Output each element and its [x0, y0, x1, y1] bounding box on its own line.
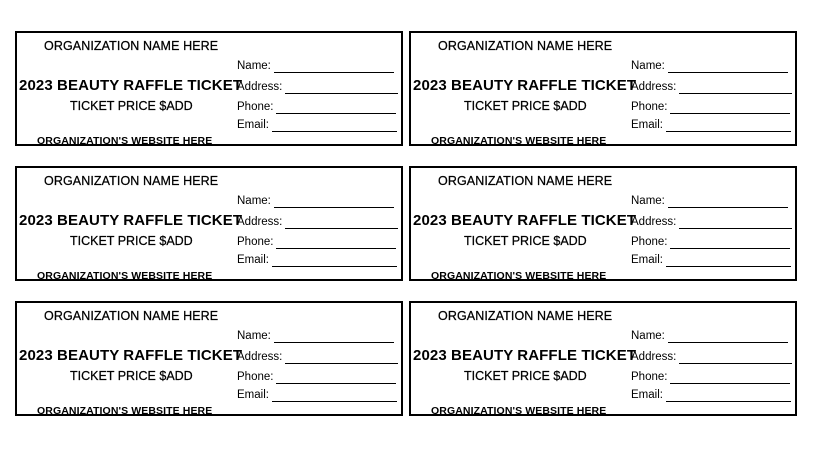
email-field [237, 118, 397, 132]
phone-label: Phone: [237, 371, 274, 383]
address-field [237, 215, 398, 229]
ticket-title: 2023 BEAUTY RAFFLE TICKET [413, 347, 637, 364]
phone-field [237, 370, 396, 384]
name-label: Name: [237, 330, 271, 342]
ticket-price: TICKET PRICE $ADD [70, 369, 193, 383]
organization-name: ORGANIZATION NAME HERE [44, 309, 219, 323]
address-line[interactable] [679, 351, 792, 364]
name-field [631, 194, 788, 208]
organization-name: ORGANIZATION NAME HERE [438, 309, 613, 323]
organization-website: ORGANIZATION'S WEBSITE HERE [431, 270, 607, 282]
phone-label: Phone: [631, 236, 668, 248]
organization-website: ORGANIZATION'S WEBSITE HERE [431, 135, 607, 147]
ticket-title: 2023 BEAUTY RAFFLE TICKET [19, 77, 243, 94]
name-field [631, 59, 788, 73]
name-line[interactable] [274, 195, 394, 208]
name-line[interactable] [274, 60, 394, 73]
address-field [631, 215, 792, 229]
phone-label: Phone: [631, 101, 668, 113]
email-field [237, 388, 397, 402]
ticket-title: 2023 BEAUTY RAFFLE TICKET [413, 212, 637, 229]
phone-field [237, 100, 396, 114]
address-line[interactable] [679, 81, 792, 94]
address-field [631, 350, 792, 364]
phone-field [237, 235, 396, 249]
phone-label: Phone: [237, 101, 274, 113]
email-line[interactable] [666, 389, 791, 402]
organization-website: ORGANIZATION'S WEBSITE HERE [37, 135, 213, 147]
ticket-title: 2023 BEAUTY RAFFLE TICKET [19, 212, 243, 229]
email-line[interactable] [666, 119, 791, 132]
raffle-ticket [15, 31, 403, 146]
ticket-title: 2023 BEAUTY RAFFLE TICKET [19, 347, 243, 364]
organization-website: ORGANIZATION'S WEBSITE HERE [37, 270, 213, 282]
name-label: Name: [237, 60, 271, 72]
name-field [237, 329, 394, 343]
ticket-price: TICKET PRICE $ADD [70, 99, 193, 113]
ticket-title: 2023 BEAUTY RAFFLE TICKET [413, 77, 637, 94]
ticket-price: TICKET PRICE $ADD [464, 234, 587, 248]
phone-line[interactable] [276, 236, 396, 249]
address-label: Address: [631, 351, 677, 363]
address-line[interactable] [285, 351, 398, 364]
name-line[interactable] [668, 60, 788, 73]
address-label: Address: [631, 81, 677, 93]
address-line[interactable] [285, 81, 398, 94]
organization-website: ORGANIZATION'S WEBSITE HERE [37, 405, 213, 417]
address-field [237, 350, 398, 364]
name-line[interactable] [668, 330, 788, 343]
organization-name: ORGANIZATION NAME HERE [44, 39, 219, 53]
email-line[interactable] [666, 254, 791, 267]
name-label: Name: [237, 195, 271, 207]
name-field [237, 59, 394, 73]
address-field [237, 80, 398, 94]
phone-line[interactable] [276, 101, 396, 114]
phone-field [631, 370, 790, 384]
name-label: Name: [631, 330, 665, 342]
address-label: Address: [631, 216, 677, 228]
organization-name: ORGANIZATION NAME HERE [44, 174, 219, 188]
raffle-ticket [15, 301, 403, 416]
raffle-ticket [15, 166, 403, 281]
name-line[interactable] [274, 330, 394, 343]
email-field [631, 253, 791, 267]
address-line[interactable] [679, 216, 792, 229]
raffle-ticket [409, 166, 797, 281]
email-label: Email: [237, 389, 269, 401]
phone-label: Phone: [631, 371, 668, 383]
email-line[interactable] [272, 389, 397, 402]
name-field [631, 329, 788, 343]
phone-field [631, 235, 790, 249]
name-label: Name: [631, 60, 665, 72]
phone-field [631, 100, 790, 114]
address-label: Address: [237, 81, 283, 93]
address-label: Address: [237, 351, 283, 363]
ticket-price: TICKET PRICE $ADD [464, 369, 587, 383]
name-line[interactable] [668, 195, 788, 208]
address-line[interactable] [285, 216, 398, 229]
email-field [631, 388, 791, 402]
email-field [237, 253, 397, 267]
email-label: Email: [631, 389, 663, 401]
address-field [631, 80, 792, 94]
name-field [237, 194, 394, 208]
ticket-price: TICKET PRICE $ADD [464, 99, 587, 113]
email-line[interactable] [272, 119, 397, 132]
phone-line[interactable] [670, 371, 790, 384]
organization-name: ORGANIZATION NAME HERE [438, 39, 613, 53]
phone-line[interactable] [670, 101, 790, 114]
address-label: Address: [237, 216, 283, 228]
email-line[interactable] [272, 254, 397, 267]
phone-line[interactable] [276, 371, 396, 384]
email-label: Email: [631, 119, 663, 131]
name-label: Name: [631, 195, 665, 207]
email-label: Email: [631, 254, 663, 266]
phone-label: Phone: [237, 236, 274, 248]
organization-website: ORGANIZATION'S WEBSITE HERE [431, 405, 607, 417]
email-label: Email: [237, 119, 269, 131]
phone-line[interactable] [670, 236, 790, 249]
raffle-ticket [409, 31, 797, 146]
organization-name: ORGANIZATION NAME HERE [438, 174, 613, 188]
email-field [631, 118, 791, 132]
raffle-ticket [409, 301, 797, 416]
ticket-price: TICKET PRICE $ADD [70, 234, 193, 248]
email-label: Email: [237, 254, 269, 266]
